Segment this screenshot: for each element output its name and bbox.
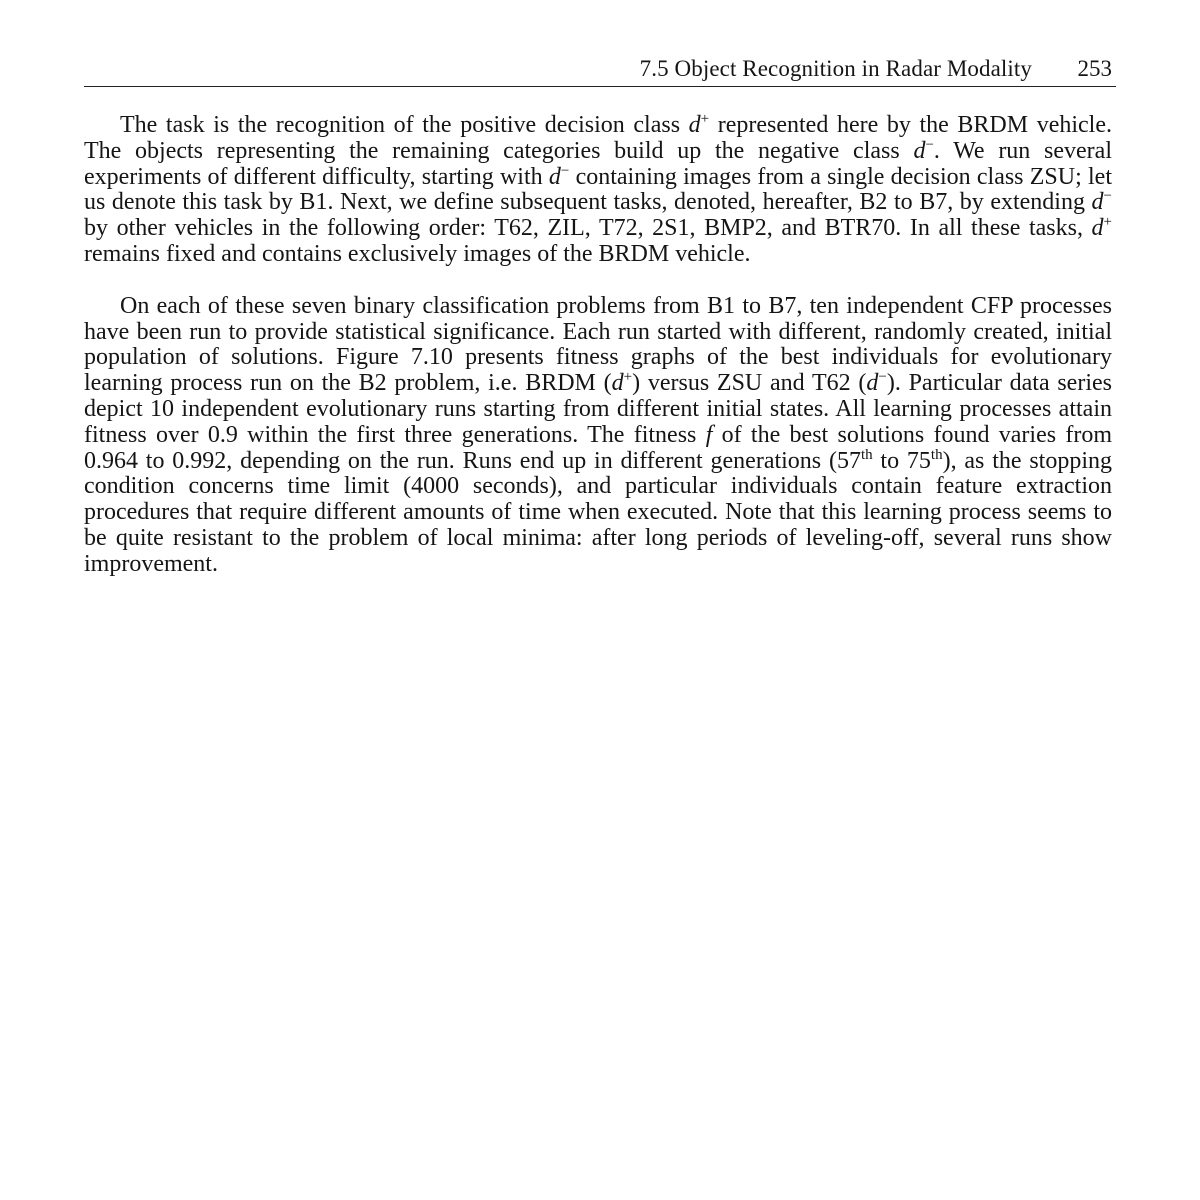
math-d: d	[688, 112, 701, 138]
superscript-minus: −	[560, 162, 570, 179]
text-run: On each of these seven binary classification problems from B1 to B7, ten independent CFP processes have been run to provide statistical significance. Each run started with different, randomly created, initial population of solutions. Figure 7.10 presents fitness graphs of the best individuals for evolutionary learning process run on the B2 problem, i.e. BRDM (	[84, 292, 1112, 397]
superscript-minus: −	[1103, 188, 1112, 205]
paragraph-experiment-results	[84, 294, 1112, 578]
superscript-minus: −	[925, 136, 934, 153]
superscript-minus: −	[878, 369, 887, 386]
text-run: by other vehicles in the following order: T62, ZIL, T72, 2S1, BMP2, and BTR70. In all these tasks,	[84, 215, 1092, 242]
text-run: containing images from a single decision class ZSU; let us denote this task by B1. Next, we define subsequent tasks, denoted, hereafter, B2 to B7, by extending	[84, 163, 1112, 216]
body-text	[84, 113, 1112, 578]
running-header	[84, 52, 1116, 87]
paragraph-task-definition	[84, 113, 1112, 268]
math-d: d	[1091, 215, 1104, 242]
text-run: ), as the stopping condition concerns time limit (4000 seconds), and particular individuals contain feature extraction procedures that require different amounts of time when executed. Note that this learning process seems to be quite resistant to the problem of local minima: after long periods of leveling-off, several runs show improvement.	[84, 447, 1113, 577]
superscript-plus: +	[623, 369, 633, 386]
running-title: 7.5 Object Recognition in Radar Modality	[639, 56, 1032, 81]
text-run: ) versus ZSU and T62 (	[632, 370, 867, 397]
text-run: of the best solutions found varies from 0.964 to 0.992, depending on the run. Runs end up in different generations (57	[84, 421, 1113, 474]
math-d: d	[913, 137, 926, 164]
math-d: d	[866, 370, 879, 397]
superscript-plus: +	[700, 111, 710, 127]
text-run: represented here by the BRDM vehicle. The objects representing the remaining categories build up the negative class	[84, 112, 1112, 164]
text-run: . We run several experiments of different difficulty, starting with	[84, 137, 1112, 190]
superscript-plus: +	[1103, 214, 1112, 231]
text-run: The task is the recognition of the positive decision class	[120, 112, 689, 138]
text-run: remains fixed and contains exclusively images of the BRDM vehicle.	[84, 240, 751, 267]
math-f: f	[705, 421, 713, 448]
superscript-th: th	[930, 446, 943, 463]
text-run: to 75	[872, 447, 931, 474]
book-page	[84, 52, 1116, 1152]
math-d: d	[1091, 189, 1104, 216]
page-number: 253	[1077, 56, 1112, 81]
superscript-th: th	[860, 446, 873, 463]
math-d: d	[611, 370, 624, 397]
text-run: ). Particular data series depict 10 independent evolutionary runs starting from different initial states. All learning processes attain fitness over 0.9 within the first three generations. The fitness	[84, 370, 1112, 448]
math-d: d	[548, 163, 561, 190]
